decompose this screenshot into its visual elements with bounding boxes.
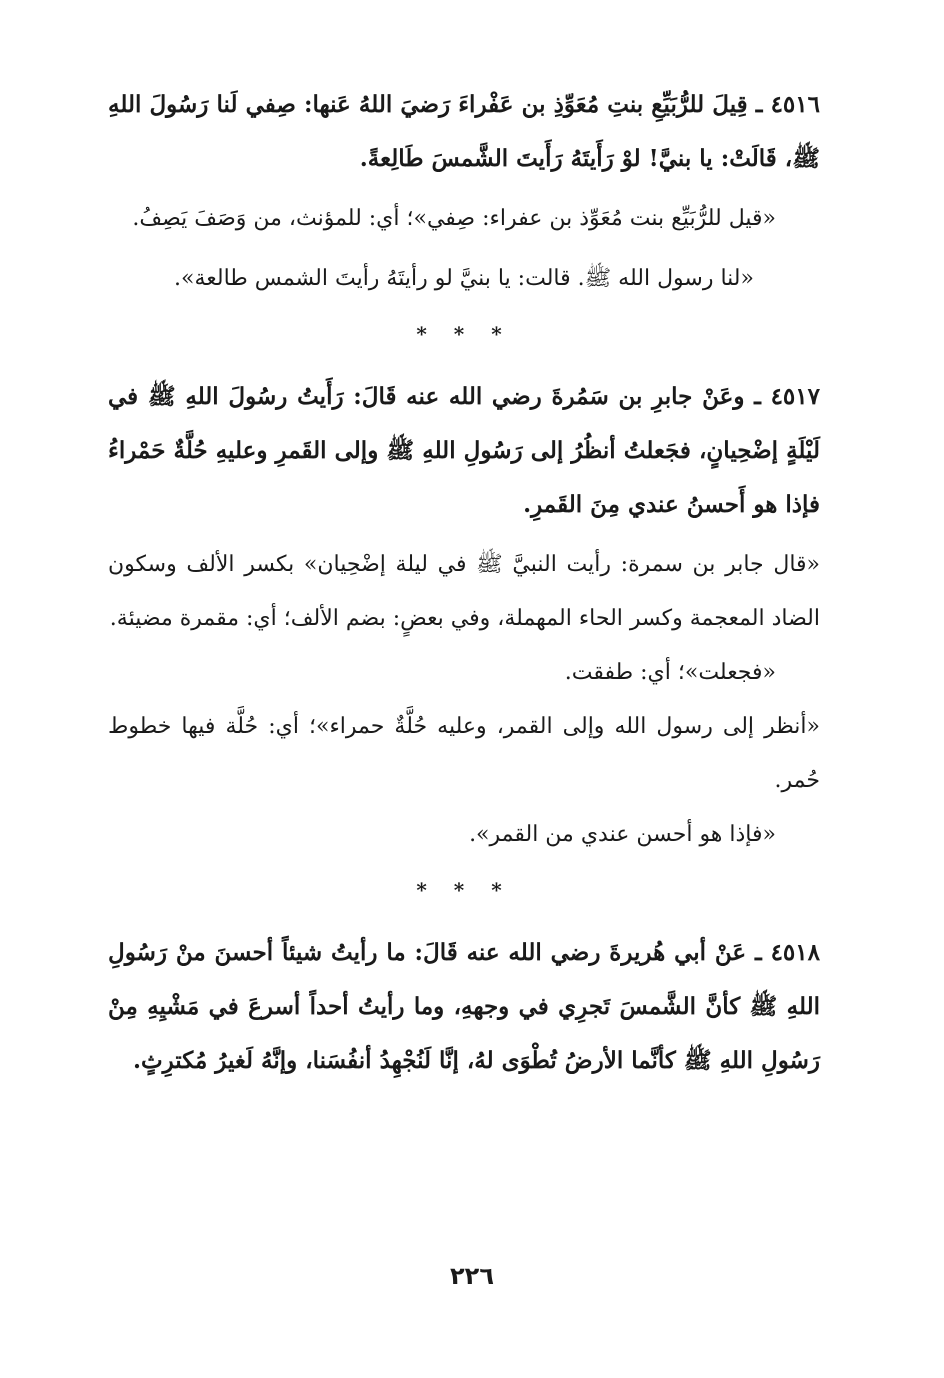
commentary-4517-4: «فإذا هو أحسن عندي من القمر». <box>469 822 776 847</box>
hadith-4518: ٤٥١٨ ـ عَنْ أبي هُريرةَ رضي الله عنه قَالَ: ما رأيتُ شيئاً أحسنَ منْ رَسُولِ اللهِ ﷺ كأنَّ الشَّمسَ تَجرِي في وجههِ، وما رأيتُ أحداً أسرعَ في مَشْيِهِ مِنْ رَسُولِ اللهِ ﷺ كأنَّما الأرضُ تُطْوَى لهُ، إنَّا لَنُجْهِدُ أنفُسَنا، وإنَّهُ لَغيرُ مُكترِثٍ. <box>108 939 820 1074</box>
page-body <box>108 78 820 1088</box>
page-number: ٢٢٦ <box>450 1262 494 1290</box>
commentary-4517-3: «أنظر إلى رسول الله وإلى القمر، وعليه حُلَّةٌ حمراء»؛ أي: حُلَّة فيها خطوط حُمر. <box>108 714 820 793</box>
commentary-4516-1: «قيل للرُّبَيِّع بنت مُعَوِّذ بن عفراء: صِفي»؛ أي: للمؤنث، من وَصَفَ يَصِفُ. <box>132 206 776 231</box>
hadith-4517: ٤٥١٧ ـ وعَنْ جابرِ بن سَمُرةَ رضي الله عنه قَالَ: رَأَيتُ رسُولَ اللهِ ﷺ في لَيْلَةٍ إضْحِيانٍ، فجَعلتُ أنظُرُ إلى رَسُولِ اللهِ ﷺ وإلى القَمرِ وعليهِ حُلَّةٌ حَمْراءُ فإذا هو أَحسنُ عندي مِنَ القَمرِ. <box>108 383 820 518</box>
section-separator: * * * <box>416 878 512 902</box>
commentary-4516-2: «لنا رسول الله ﷺ. قالت: يا بنيَّ لو رأيتَهُ رأيتَ الشمس طالعة». <box>174 266 754 291</box>
commentary-4517-2: «فجعلت»؛ أي: طفقت. <box>564 660 776 685</box>
section-separator: * * * <box>416 322 512 346</box>
commentary-4517-1: «قال جابر بن سمرة: رأيت النبيَّ ﷺ في ليلة إضْحِيان» بكسر الألف وسكون الضاد المعجمة وكسر الحاء المهملة، وفي بعضٍ: بضم الألف؛ أي: مقمرة مضيئة. <box>108 552 820 631</box>
hadith-4516: ٤٥١٦ ـ قِيلَ للرُّبَيِّعِ بنتِ مُعَوِّذِ بن عَفْراءَ رَضيَ اللهُ عَنها: صِفي لَنا رَسُولَ اللهِ ﷺ، قَالَتْ: يا بنيَّ! لوْ رَأَيتَهُ رَأَيتَ الشَّمسَ طَالِعةً. <box>108 91 820 172</box>
